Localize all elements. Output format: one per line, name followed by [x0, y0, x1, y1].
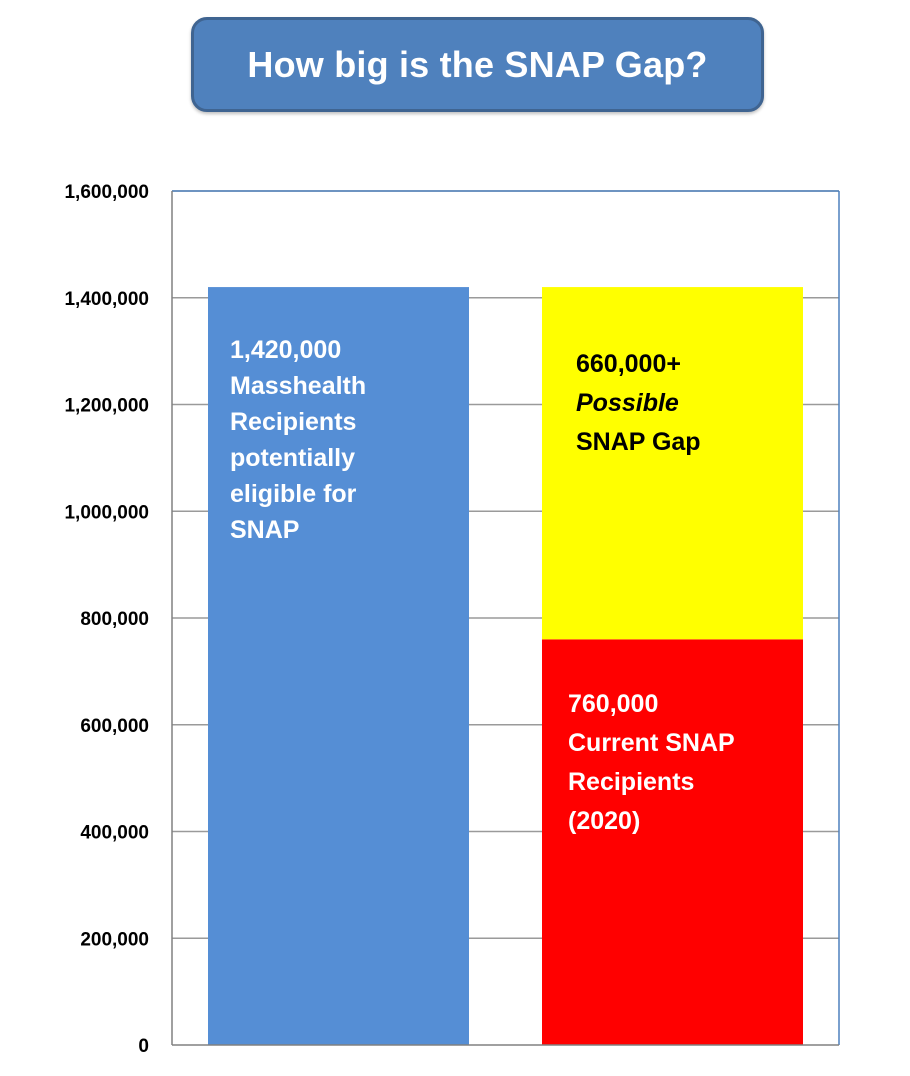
segment-label-line: Recipients [230, 408, 357, 437]
y-tick-label: 1,200,000 [64, 395, 149, 417]
chart-title: How big is the SNAP Gap? [247, 43, 708, 85]
segment-label-line: 760,000 [568, 690, 659, 719]
segment-label [576, 345, 701, 462]
segment-label [568, 685, 735, 841]
segment-label-line: 1,420,000 [230, 336, 342, 365]
segment-label-line: eligible for [230, 480, 357, 509]
segment-label-line: SNAP Gap [576, 428, 701, 457]
y-tick-label: 200,000 [80, 929, 149, 951]
y-tick-label: 800,000 [80, 609, 149, 630]
segment-label-line: Masshealth [230, 372, 367, 401]
segment-label-line: Current SNAP [568, 729, 735, 758]
y-tick-label: 1,600,000 [64, 182, 149, 203]
segment-label-line: Possible [576, 389, 679, 418]
segment-label-line: SNAP [230, 516, 300, 545]
y-tick-label: 400,000 [80, 822, 149, 844]
segment-label [230, 332, 366, 548]
bar-segment-snap-1 [542, 287, 803, 639]
y-tick-label: 600,000 [80, 715, 149, 737]
segment-label-line: potentially [230, 444, 356, 473]
y-tick-label: 1,000,000 [64, 502, 149, 524]
segment-label-line: 660,000+ [576, 350, 681, 379]
segment-label-line: Recipients [568, 768, 695, 797]
y-tick-label: 0 [138, 1036, 149, 1057]
y-tick-label: 1,400,000 [64, 288, 149, 310]
segment-label-line: (2020) [568, 807, 641, 836]
